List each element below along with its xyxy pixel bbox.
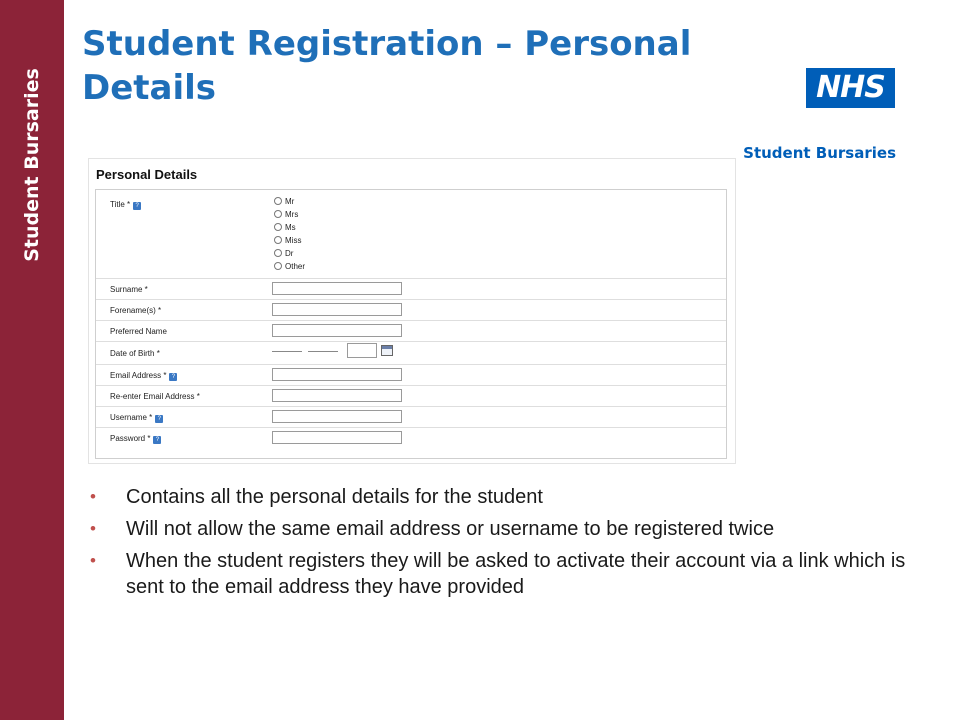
bullet-list: [90, 484, 910, 606]
slide-title: Student Registration – Personal Details: [82, 24, 692, 108]
surname-row: [96, 279, 726, 300]
help-icon[interactable]: ?: [153, 436, 161, 444]
radio-dr[interactable]: Dr: [274, 247, 293, 260]
password-row: [96, 428, 726, 449]
dob-label: Date of Birth *: [110, 349, 160, 358]
dob-row: [96, 342, 726, 365]
personal-details-form-screenshot: [88, 158, 736, 464]
username-input[interactable]: [272, 410, 402, 423]
help-icon[interactable]: ?: [155, 415, 163, 423]
radio-button[interactable]: [274, 223, 282, 231]
radio-button[interactable]: [274, 236, 282, 244]
title-row: [96, 190, 726, 279]
help-icon[interactable]: ?: [133, 202, 141, 210]
email-label: Email Address * ?: [110, 371, 177, 381]
radio-miss[interactable]: Miss: [274, 234, 301, 247]
title-label: Title * ?: [110, 200, 141, 210]
dob-day-select[interactable]: [272, 351, 302, 352]
radio-button[interactable]: [274, 262, 282, 270]
password-input[interactable]: [272, 431, 402, 444]
bullet-item: • Contains all the personal details for the student: [90, 484, 910, 510]
dob-year-input[interactable]: [347, 343, 377, 358]
preferred-name-label: Preferred Name: [110, 327, 167, 336]
forenames-row: [96, 300, 726, 321]
dob-month-select[interactable]: [308, 351, 338, 352]
radio-button[interactable]: [274, 249, 282, 257]
forenames-label: Forename(s) *: [110, 306, 162, 315]
email-row: [96, 365, 726, 386]
form-heading: Personal Details: [96, 167, 198, 182]
reenter-email-input[interactable]: [272, 389, 402, 402]
surname-input[interactable]: [272, 282, 402, 295]
nhs-logo-subtitle: Student Bursaries: [743, 144, 896, 162]
surname-label: Surname *: [110, 285, 148, 294]
preferred-name-input[interactable]: [272, 324, 402, 337]
username-row: [96, 407, 726, 428]
radio-mrs[interactable]: Mrs: [274, 208, 298, 221]
preferred-name-row: [96, 321, 726, 342]
reenter-email-label: Re-enter Email Address *: [110, 392, 200, 401]
forenames-input[interactable]: [272, 303, 402, 316]
username-label: Username * ?: [110, 413, 163, 423]
help-icon[interactable]: ?: [169, 373, 177, 381]
bullet-item: • When the student registers they will be asked to activate their account via a link which is sent to the email address they have provided: [90, 548, 910, 600]
radio-other[interactable]: Other: [274, 260, 305, 273]
password-label: Password * ?: [110, 434, 161, 444]
radio-ms[interactable]: Ms: [274, 221, 296, 234]
email-input[interactable]: [272, 368, 402, 381]
nhs-logo: NHS: [806, 68, 895, 108]
radio-mr[interactable]: Mr: [274, 195, 294, 208]
radio-button[interactable]: [274, 197, 282, 205]
calendar-icon[interactable]: [381, 345, 393, 356]
radio-button[interactable]: [274, 210, 282, 218]
form-fields-box: [95, 189, 727, 459]
sidebar-title: Student Bursaries: [21, 68, 43, 262]
reenter-email-row: [96, 386, 726, 407]
sidebar-band: [0, 0, 64, 720]
bullet-item: • Will not allow the same email address or username to be registered twice: [90, 516, 910, 542]
